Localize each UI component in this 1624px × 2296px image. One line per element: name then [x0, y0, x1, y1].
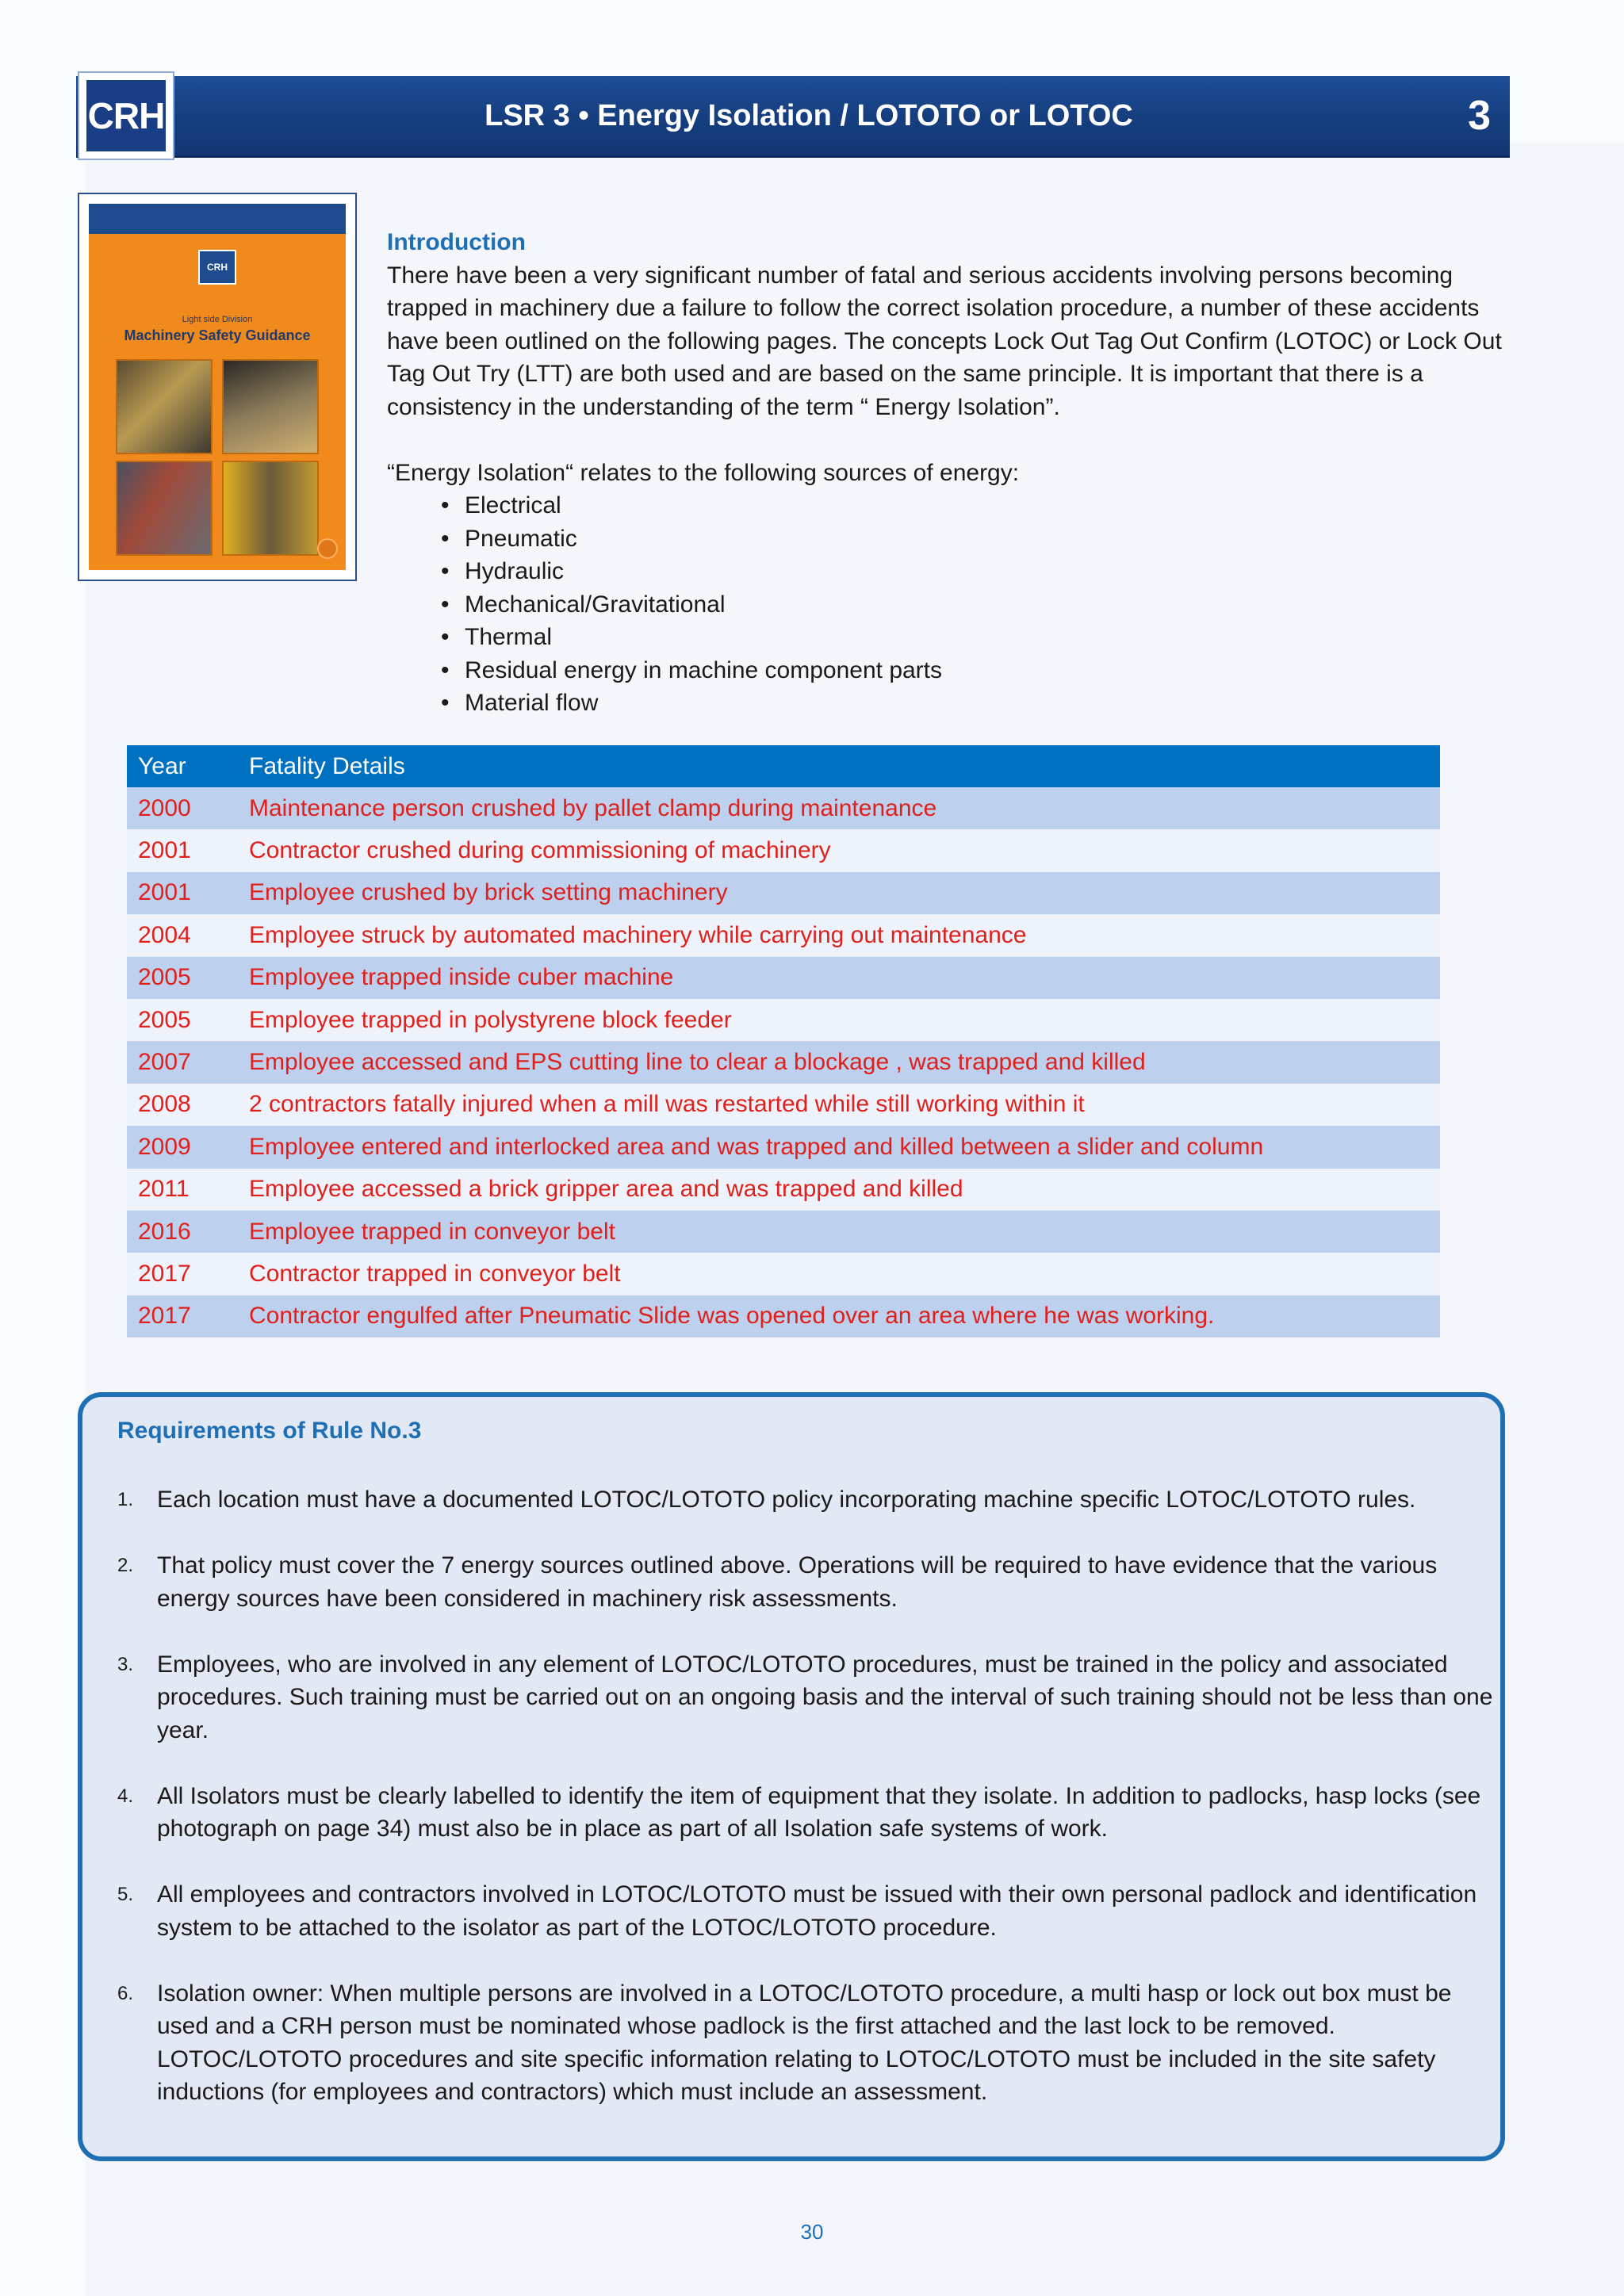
requirement-number: 3. — [117, 1653, 134, 1675]
requirement-item — [117, 1483, 1497, 1517]
cover-title: Machinery Safety Guidance — [124, 327, 311, 343]
year-cell: 2000 — [127, 787, 238, 829]
energy-source-item: • Hydraulic — [441, 555, 1513, 588]
details-cell: Contractor trapped in conveyor belt — [238, 1253, 1440, 1295]
year-cell: 2017 — [127, 1253, 238, 1295]
energy-source-item: • Pneumatic — [441, 522, 1513, 556]
cover-logo: CRH — [198, 250, 236, 285]
year-cell: 2008 — [127, 1084, 238, 1126]
table-row — [127, 1211, 1440, 1253]
requirement-item — [117, 1977, 1497, 2109]
details-cell: Employee accessed a brick gripper area and was trapped and killed — [238, 1169, 1440, 1211]
requirement-number: 4. — [117, 1785, 134, 1807]
details-cell: Contractor engulfed after Pneumatic Slide was opened over an area where he was working. — [238, 1295, 1440, 1337]
cover-photo-1 — [116, 359, 213, 454]
requirement-text: All Isolators must be clearly labelled to identify the item of equipment that they isolate. In addition to padlocks, hasp locks (see photograph on page 34) must also be in place as part of all Isolation safe systems of work. — [157, 1782, 1481, 1842]
year-cell: 2007 — [127, 1041, 238, 1083]
cover-photo-4 — [222, 461, 319, 556]
year-cell: 2005 — [127, 999, 238, 1041]
column-header-details: Fatality Details — [238, 745, 1440, 787]
table-row — [127, 787, 1440, 829]
requirement-item — [117, 1648, 1497, 1747]
table-row — [127, 957, 1440, 999]
introduction-section — [387, 226, 1513, 720]
energy-source-item: • Electrical — [441, 489, 1513, 522]
cover-photo-3 — [116, 461, 213, 556]
details-cell: Employee entered and interlocked area and was trapped and killed between a slider and column — [238, 1126, 1440, 1168]
year-cell: 2011 — [127, 1169, 238, 1211]
table-row — [127, 1253, 1440, 1295]
energy-source-item: • Mechanical/Gravitational — [441, 588, 1513, 622]
crh-logo — [79, 73, 173, 159]
crh-logo-text: CRH — [86, 80, 166, 151]
table-row — [127, 999, 1440, 1041]
details-cell: Employee trapped in conveyor belt — [238, 1211, 1440, 1253]
details-cell: 2 contractors fatally injured when a mill was restarted while still working within it — [238, 1084, 1440, 1126]
details-cell: Employee trapped in polystyrene block feeder — [238, 999, 1440, 1041]
year-cell: 2001 — [127, 829, 238, 871]
requirement-item — [117, 1549, 1497, 1615]
energy-sources-list — [387, 489, 1513, 720]
guidance-cover-image — [78, 193, 357, 581]
requirement-text: Employees, who are involved in any element of LOTOC/LOTOTO procedures, must be trained in the policy and associated procedures. Such training must be carried out on an ongoing basis and the interval of such training should not be less than one year. — [157, 1651, 1493, 1743]
intro-paragraph: There have been a very significant number of fatal and serious accidents involving persons becoming trapped in machinery due a failure to follow the correct isolation procedure, a number of these accidents have been outlined on the following pages. The concepts Lock Out Tag Out Confirm (LOTOC) or Lock Out Tag Out Try (LTT) are both used and are based on the same principle. It is important that there is a consistency in the understanding of the term “ Energy Isolation”. — [387, 262, 1502, 420]
energy-lead: “Energy Isolation“ relates to the following sources of energy: — [387, 459, 1020, 486]
year-cell: 2004 — [127, 914, 238, 956]
cover-subtitle: Light side Division — [182, 315, 253, 324]
table-row — [127, 1126, 1440, 1168]
table-row — [127, 914, 1440, 956]
table-row — [127, 1295, 1440, 1337]
cover-artwork — [89, 204, 346, 570]
year-cell: 2017 — [127, 1295, 238, 1337]
year-cell: 2009 — [127, 1126, 238, 1168]
requirement-text: That policy must cover the 7 energy sources outlined above. Operations will be required to have evidence that the various energy sources have been considered in machinery risk assessments. — [157, 1552, 1438, 1612]
requirement-number: 6. — [117, 1982, 134, 2004]
table-row — [127, 872, 1440, 914]
requirement-text: Isolation owner: When multiple persons are involved in a LOTOC/LOTOTO procedure, a multi hasp or lock out box must be used and a CRH person must be nominated whose padlock is the first attached and the last lock to be removed. LOTOC/LOTOTO procedures and site specific information relating to LOTOC/LOTOTO must be included in the site safety inductions (for employees and contractors) which must include an assessment. — [157, 1980, 1452, 2105]
table-row — [127, 1169, 1440, 1211]
cover-badge-icon — [317, 538, 338, 559]
cover-photo-2 — [222, 359, 319, 454]
requirement-text: All employees and contractors involved in LOTOC/LOTOTO must be issued with their own personal padlock and identification system to be attached to the isolator as part of the LOTOC/LOTOTO procedure. — [157, 1881, 1477, 1941]
details-cell: Maintenance person crushed by pallet clamp during maintenance — [238, 787, 1440, 829]
table-row — [127, 1084, 1440, 1126]
details-cell: Contractor crushed during commissioning of machinery — [238, 829, 1440, 871]
energy-source-item: • Thermal — [441, 621, 1513, 654]
table-row — [127, 829, 1440, 871]
requirement-text: Each location must have a documented LOTOC/LOTOTO policy incorporating machine specific LOTOC/LOTOTO rules. — [157, 1487, 1416, 1513]
year-cell: 2005 — [127, 957, 238, 999]
energy-source-item: • Material flow — [441, 687, 1513, 720]
requirement-number: 2. — [117, 1555, 134, 1576]
year-cell: 2016 — [127, 1211, 238, 1253]
page-number: 30 — [800, 2220, 824, 2244]
table-row — [127, 1041, 1440, 1083]
details-cell: Employee struck by automated machinery while carrying out maintenance — [238, 914, 1440, 956]
requirements-list — [117, 1483, 1497, 2141]
fatality-table — [127, 745, 1440, 1337]
requirement-number: 1. — [117, 1489, 134, 1510]
year-cell: 2001 — [127, 872, 238, 914]
section-number: 3 — [1468, 93, 1491, 139]
energy-source-item: • Residual energy in machine component parts — [441, 654, 1513, 687]
column-header-year: Year — [127, 745, 238, 787]
requirement-number: 5. — [117, 1884, 134, 1905]
cover-top-band — [89, 204, 346, 234]
requirements-heading: Requirements of Rule No.3 — [117, 1418, 422, 1444]
requirement-item — [117, 1878, 1497, 1944]
details-cell: Employee trapped inside cuber machine — [238, 957, 1440, 999]
intro-heading: Introduction — [387, 229, 526, 255]
details-cell: Employee accessed and EPS cutting line to clear a blockage , was trapped and killed — [238, 1041, 1440, 1083]
table-header-row — [127, 745, 1440, 787]
requirement-item — [117, 1780, 1497, 1846]
page-title: LSR 3 • Energy Isolation / LOTOTO or LOTOC — [485, 98, 1133, 132]
details-cell: Employee crushed by brick setting machinery — [238, 872, 1440, 914]
